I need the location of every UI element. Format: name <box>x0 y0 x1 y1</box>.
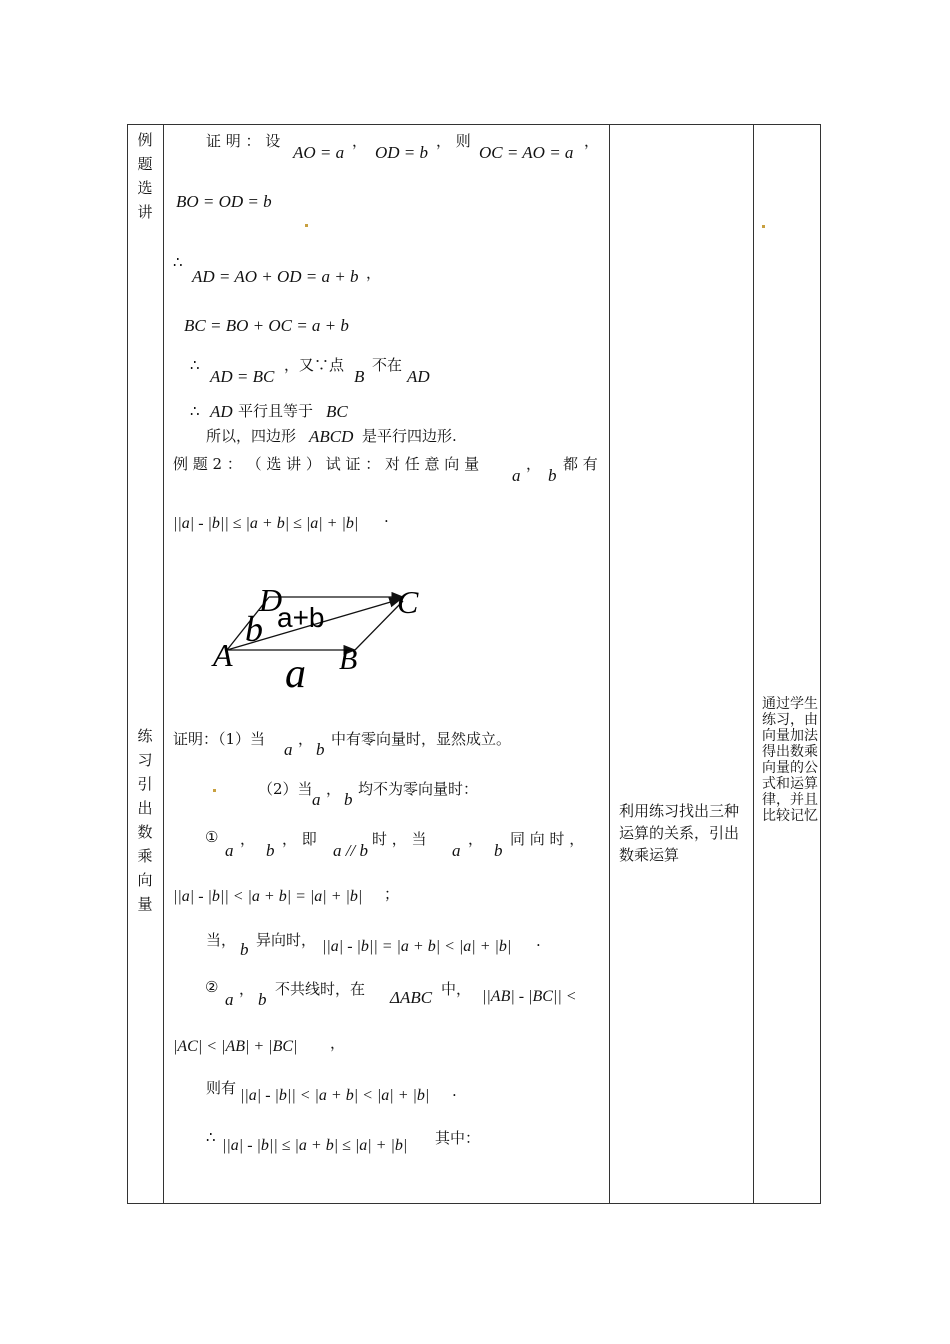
decorative-dot <box>305 224 308 227</box>
point-c-label: C <box>397 584 419 620</box>
decorative-dot <box>762 225 765 228</box>
point-b-label: B <box>339 643 358 676</box>
vector-a-label: a <box>285 651 306 695</box>
column-divider <box>609 124 610 1204</box>
point-d-label: D <box>259 582 283 618</box>
decorative-dot <box>213 789 216 792</box>
column-divider <box>753 124 754 1204</box>
design-intent-note: 通过学生 练习，由向量加法得出数乘向量的公式和运算律，并且比较记忆 <box>762 696 818 824</box>
point-a-label: A <box>213 637 233 673</box>
teaching-activity-note: 利用练习找出三种运算的关系，引出数乘运算 <box>619 802 740 864</box>
parallelogram-diagram <box>205 575 445 695</box>
column-divider <box>163 124 164 1204</box>
side-bc-line <box>355 601 403 650</box>
section-label-practice: 练 习 引 出 数 乘 向 量 <box>137 727 153 913</box>
vector-a-plus-b-label: a+b <box>277 602 325 633</box>
section-label-examples: 例 题 选 讲 <box>137 131 153 221</box>
vector-b-label: b <box>245 609 263 649</box>
